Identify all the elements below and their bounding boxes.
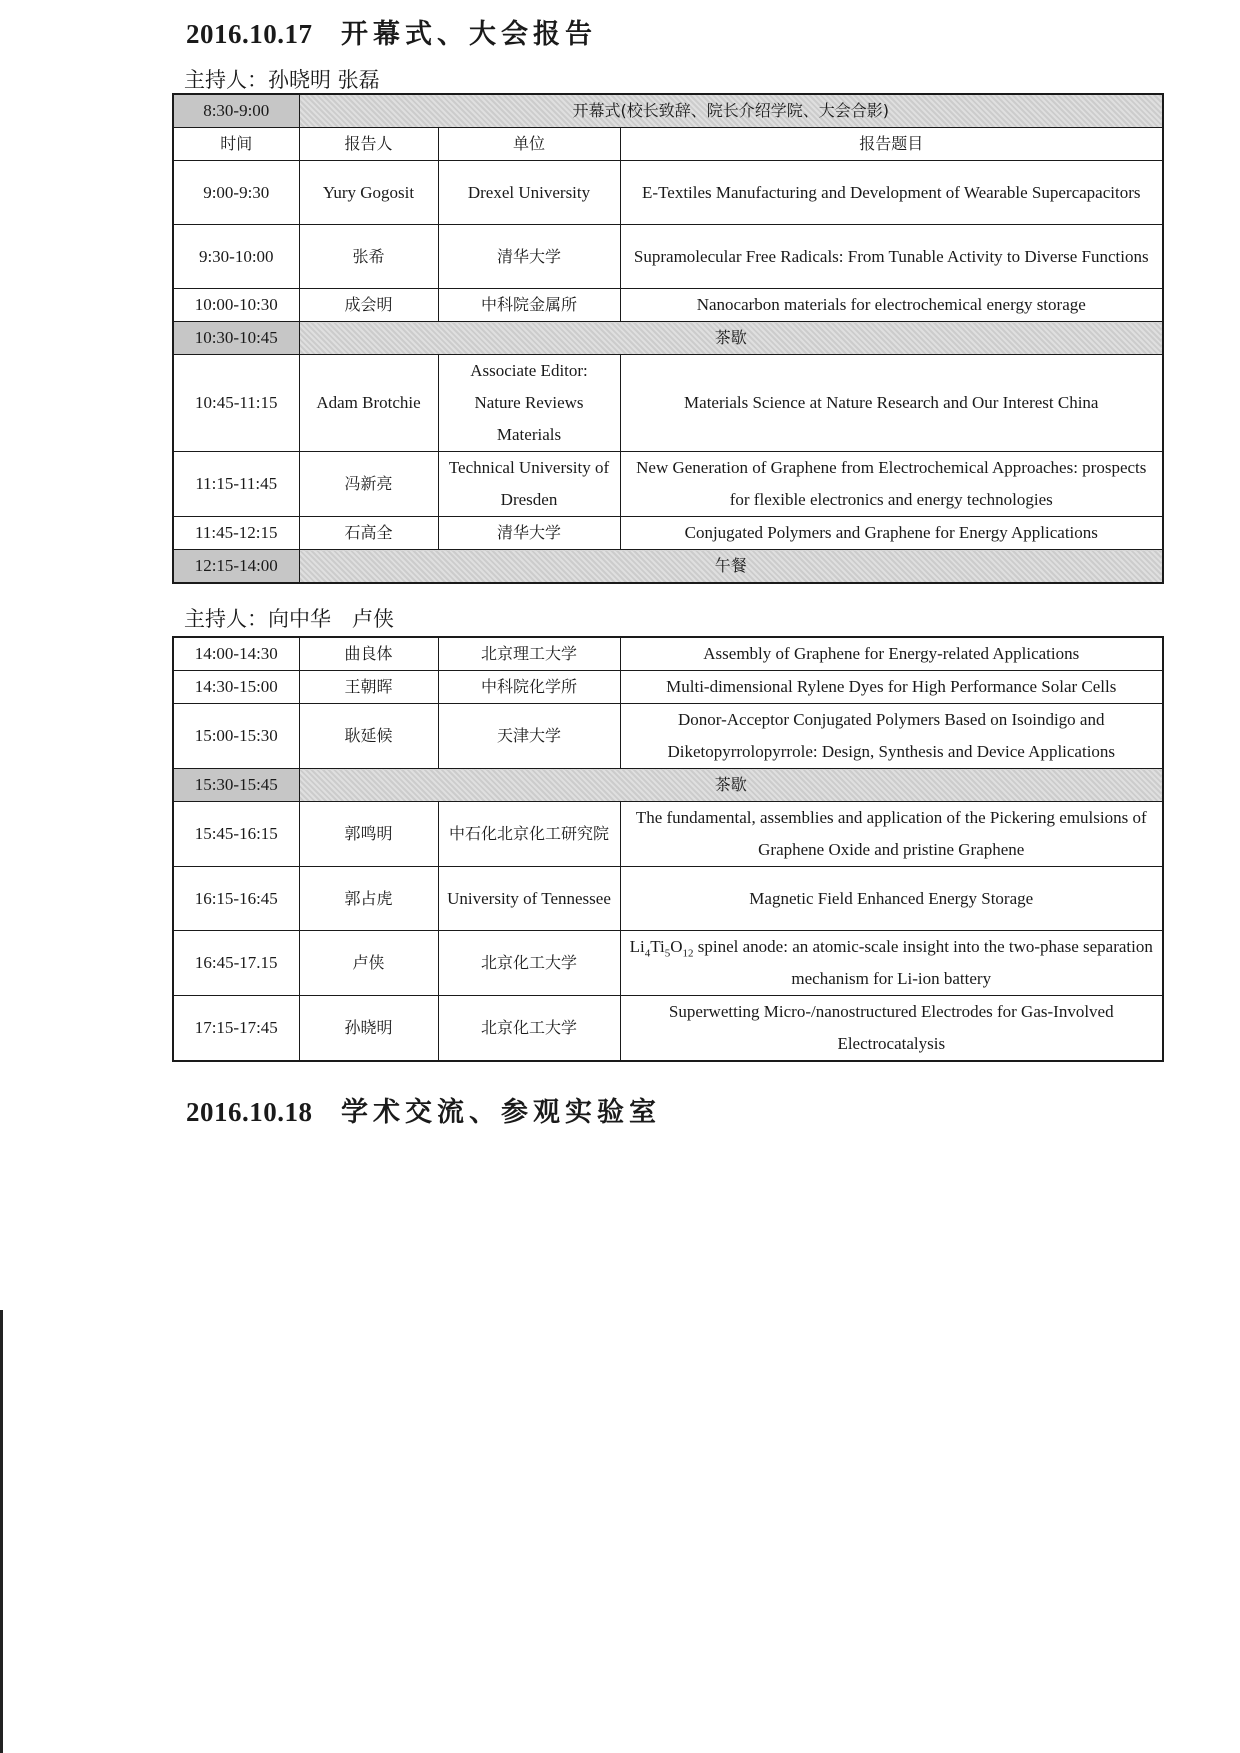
row-topic: Donor-Acceptor Conjugated Polymers Based on Isoindigo and Diketopyrrolopyrrole: Design, Synthesis and Device Applications [620, 704, 1163, 769]
row-topic: Assembly of Graphene for Energy-related Applications [620, 637, 1163, 671]
topic-subscript: 5 [664, 947, 671, 960]
row-topic: Nanocarbon materials for electrochemical energy storage [620, 289, 1163, 322]
topic-part: Li [629, 937, 645, 956]
row-topic: Materials Science at Nature Research and Our Interest China [620, 355, 1163, 452]
topic-part: spinel anode: an atomic-scale insight into the two-phase separation mechanism for Li-ion battery [693, 937, 1153, 988]
row-time: 10:45-11:15 [173, 355, 299, 452]
lunch-time: 12:15-14:00 [173, 550, 299, 584]
row-unit: 清华大学 [438, 517, 620, 550]
scan-edge [0, 1310, 3, 1753]
table-row [173, 704, 1163, 769]
row-speaker: 郭鸣明 [299, 802, 438, 867]
row-time: 17:15-17:45 [173, 996, 299, 1062]
table-row [173, 931, 1163, 996]
row-speaker: 卢侠 [299, 931, 438, 996]
row-speaker: 耿延候 [299, 704, 438, 769]
table-row [173, 867, 1163, 931]
table-row [173, 671, 1163, 704]
table-row [173, 289, 1163, 322]
row-unit: University of Tennessee [438, 867, 620, 931]
row-time: 10:00-10:30 [173, 289, 299, 322]
row-unit: Associate Editor: Nature Reviews Materials [438, 355, 620, 452]
day1-heading [186, 12, 597, 51]
row-topic: New Generation of Graphene from Electrochemical Approaches: prospects for flexible electronics and energy technologies [620, 452, 1163, 517]
row-topic: The fundamental, assemblies and application of the Pickering emulsions of Graphene Oxide and pristine Graphene [620, 802, 1163, 867]
session1-host: 主持人：孙晓明 张磊 [184, 68, 380, 92]
row-unit: 清华大学 [438, 225, 620, 289]
break-text: 茶歇 [299, 322, 1163, 355]
opening-row [173, 94, 1163, 128]
row-time: 14:30-15:00 [173, 671, 299, 704]
row-topic: Supramolecular Free Radicals: From Tunable Activity to Diverse Functions [620, 225, 1163, 289]
afternoon-schedule-table [172, 636, 1164, 1062]
table-row [173, 802, 1163, 867]
row-speaker: 张希 [299, 225, 438, 289]
row-speaker: 孙晓明 [299, 996, 438, 1062]
day1-date: 2016.10.17 [186, 19, 313, 49]
header-time: 时间 [173, 128, 299, 161]
break-text: 茶歇 [299, 769, 1163, 802]
row-time: 16:15-16:45 [173, 867, 299, 931]
header-row [173, 128, 1163, 161]
row-topic: Conjugated Polymers and Graphene for Energy Applications [620, 517, 1163, 550]
row-time: 11:45-12:15 [173, 517, 299, 550]
row-speaker: Yury Gogosit [299, 161, 438, 225]
row-unit: Technical University of Dresden [438, 452, 620, 517]
row-topic: Superwetting Micro-/nanostructured Electrodes for Gas-Involved Electrocatalysis [620, 996, 1163, 1062]
row-time: 15:00-15:30 [173, 704, 299, 769]
topic-subscript: 12 [682, 947, 694, 960]
row-topic: Multi-dimensional Rylene Dyes for High Performance Solar Cells [620, 671, 1163, 704]
row-time: 9:30-10:00 [173, 225, 299, 289]
row-unit: 中石化北京化工研究院 [438, 802, 620, 867]
row-speaker: 成会明 [299, 289, 438, 322]
row-speaker: 石高全 [299, 517, 438, 550]
row-unit: Drexel University [438, 161, 620, 225]
table-row [173, 452, 1163, 517]
row-unit: 中科院化学所 [438, 671, 620, 704]
row-speaker: 冯新亮 [299, 452, 438, 517]
topic-part: Ti [650, 937, 665, 956]
session2-host: 主持人：向中华 卢侠 [184, 607, 394, 631]
day2-heading [186, 1090, 661, 1129]
row-time: 11:15-11:45 [173, 452, 299, 517]
row-speaker: 曲良体 [299, 637, 438, 671]
row-time: 16:45-17.15 [173, 931, 299, 996]
row-speaker: 王朝晖 [299, 671, 438, 704]
row-time: 9:00-9:30 [173, 161, 299, 225]
table-row [173, 225, 1163, 289]
row-topic: Magnetic Field Enhanced Energy Storage [620, 867, 1163, 931]
header-unit: 单位 [438, 128, 620, 161]
lunch-text: 午餐 [299, 550, 1163, 584]
opening-text: 开幕式(校长致辞、院长介绍学院、大会合影) [299, 94, 1163, 128]
break-time: 10:30-10:45 [173, 322, 299, 355]
day1-title: 开幕式、大会报告 [341, 19, 597, 49]
table-row [173, 637, 1163, 671]
morning-schedule-table [172, 93, 1164, 584]
row-speaker: Adam Brotchie [299, 355, 438, 452]
header-speaker: 报告人 [299, 128, 438, 161]
opening-time: 8:30-9:00 [173, 94, 299, 128]
topic-subscript: 4 [644, 947, 651, 960]
day2-date: 2016.10.18 [186, 1097, 313, 1127]
row-time: 14:00-14:30 [173, 637, 299, 671]
row-topic [620, 931, 1163, 996]
row-unit: 中科院金属所 [438, 289, 620, 322]
day2-title: 学术交流、参观实验室 [341, 1097, 661, 1127]
row-unit: 北京理工大学 [438, 637, 620, 671]
row-unit: 天津大学 [438, 704, 620, 769]
table-row [173, 161, 1163, 225]
header-topic: 报告题目 [620, 128, 1163, 161]
table-row [173, 517, 1163, 550]
row-speaker: 郭占虎 [299, 867, 438, 931]
tea-break-row [173, 769, 1163, 802]
table-row [173, 996, 1163, 1062]
break-time: 15:30-15:45 [173, 769, 299, 802]
row-unit: 北京化工大学 [438, 996, 620, 1062]
row-unit: 北京化工大学 [438, 931, 620, 996]
row-topic: E-Textiles Manufacturing and Development of Wearable Supercapacitors [620, 161, 1163, 225]
tea-break-row [173, 322, 1163, 355]
table-row [173, 355, 1163, 452]
row-time: 15:45-16:15 [173, 802, 299, 867]
topic-part: O [670, 937, 683, 956]
lunch-row [173, 550, 1163, 584]
